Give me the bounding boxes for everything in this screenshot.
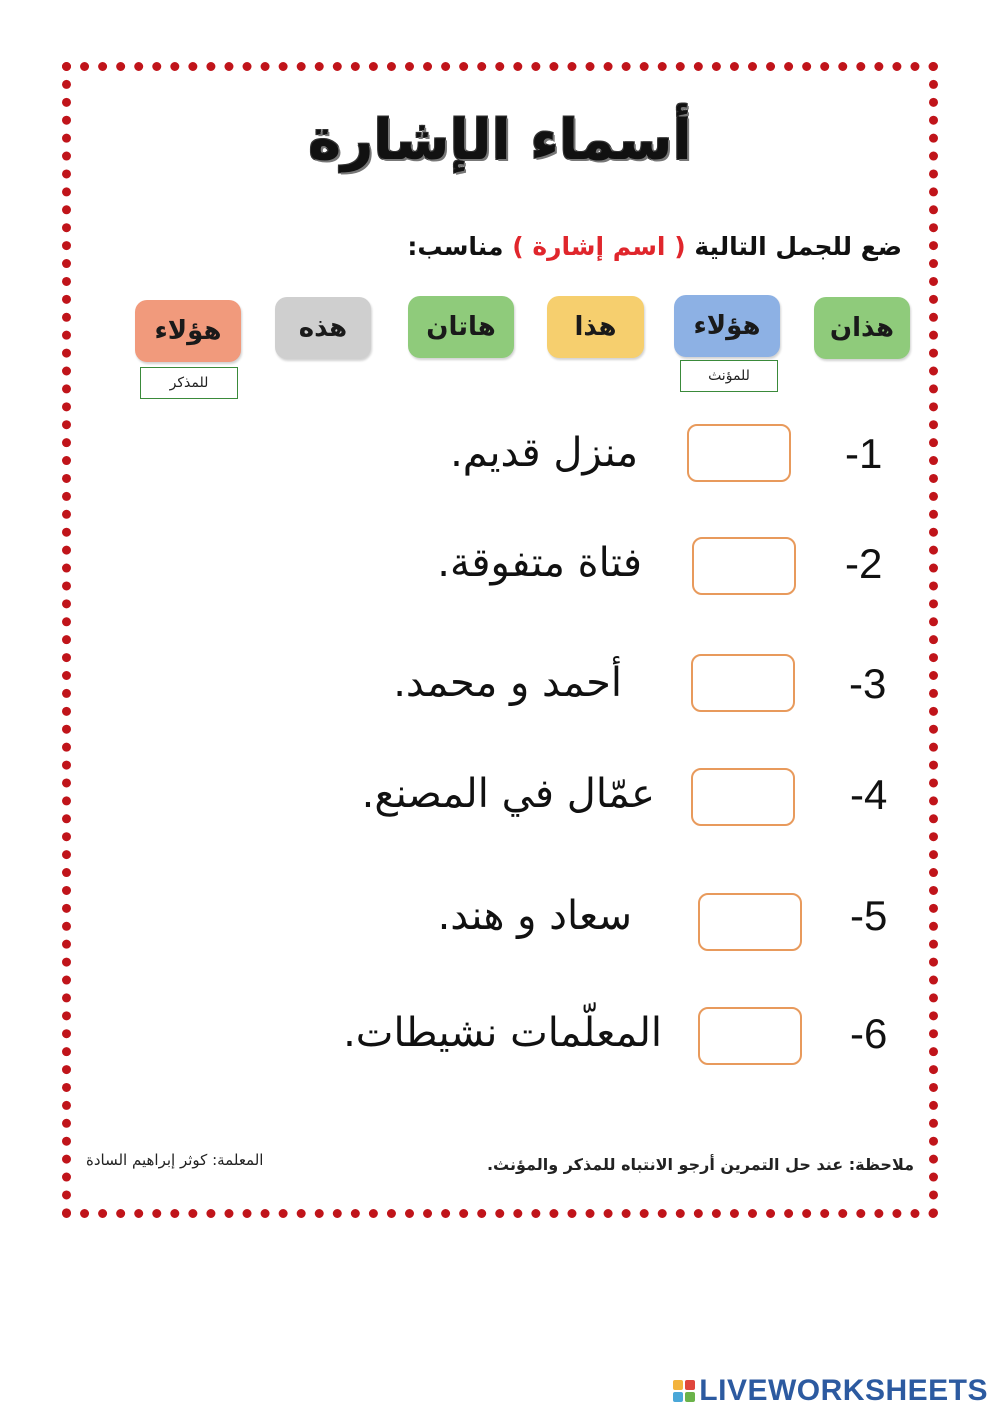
word-chip-haulai-feminine[interactable]	[674, 295, 780, 357]
logo-square	[685, 1380, 695, 1390]
hint-feminine: للمؤنث	[680, 360, 778, 392]
answer-box-6[interactable]	[698, 1007, 802, 1065]
question-number: -3	[849, 660, 887, 707]
instruction-highlight: ( اسم إشارة )	[512, 232, 686, 261]
question-sentence: فتاة متفوقة.	[437, 540, 642, 586]
brand-name: LIVEWORKSHEETS	[699, 1374, 988, 1407]
question-number: -2	[845, 540, 883, 587]
logo-square	[673, 1392, 683, 1402]
question-sentence: منزل قديم.	[450, 430, 638, 476]
teacher-name: المعلمة: كوثر إبراهيم السادة	[86, 1151, 264, 1169]
question-sentence: أحمد و محمد.	[393, 660, 622, 706]
question-sentence: سعاد و هند.	[437, 893, 632, 939]
instruction-text	[407, 232, 902, 261]
word-chip-hadhihi[interactable]	[275, 297, 371, 359]
instruction-part-1: ضع للجمل التالية	[694, 232, 902, 261]
word-chip-label: هؤلاء	[693, 311, 761, 341]
word-chip-label: هؤلاء	[154, 316, 222, 346]
answer-box-1[interactable]	[687, 424, 791, 482]
logo-square	[685, 1392, 695, 1402]
answer-box-4[interactable]	[691, 768, 795, 826]
hint-masculine: للمذكر	[140, 367, 238, 399]
instruction-part-3: مناسب:	[407, 232, 504, 261]
question-number: -1	[845, 430, 883, 477]
word-chip-hatan[interactable]	[408, 296, 514, 358]
footer-note: ملاحظة: عند حل التمرين أرجو الانتباه للمذكر والمؤنث.	[486, 1155, 914, 1174]
word-chip-label: هذا	[574, 312, 617, 342]
question-number: -4	[850, 771, 888, 818]
word-chip-haulai-masculine[interactable]	[135, 300, 241, 362]
word-chip-label: هذان	[829, 313, 895, 343]
answer-box-5[interactable]	[698, 893, 802, 951]
word-chip-hadha[interactable]	[547, 296, 644, 358]
answer-box-3[interactable]	[691, 654, 795, 712]
liveworksheets-logo-icon	[673, 1380, 695, 1402]
word-chip-label: هاتان	[426, 312, 496, 342]
word-chip-hadhan[interactable]	[814, 297, 910, 359]
question-number: -6	[850, 1010, 888, 1057]
worksheet-title: أسماء الإشارة	[308, 108, 692, 173]
logo-square	[673, 1380, 683, 1390]
question-number: -5	[850, 892, 888, 939]
word-chip-label: هذه	[298, 313, 348, 343]
question-sentence: عمّال في المصنع.	[361, 771, 655, 817]
answer-box-2[interactable]	[692, 537, 796, 595]
question-sentence: المعلّمات نشيطات.	[343, 1010, 662, 1056]
liveworksheets-logo	[673, 1374, 988, 1408]
